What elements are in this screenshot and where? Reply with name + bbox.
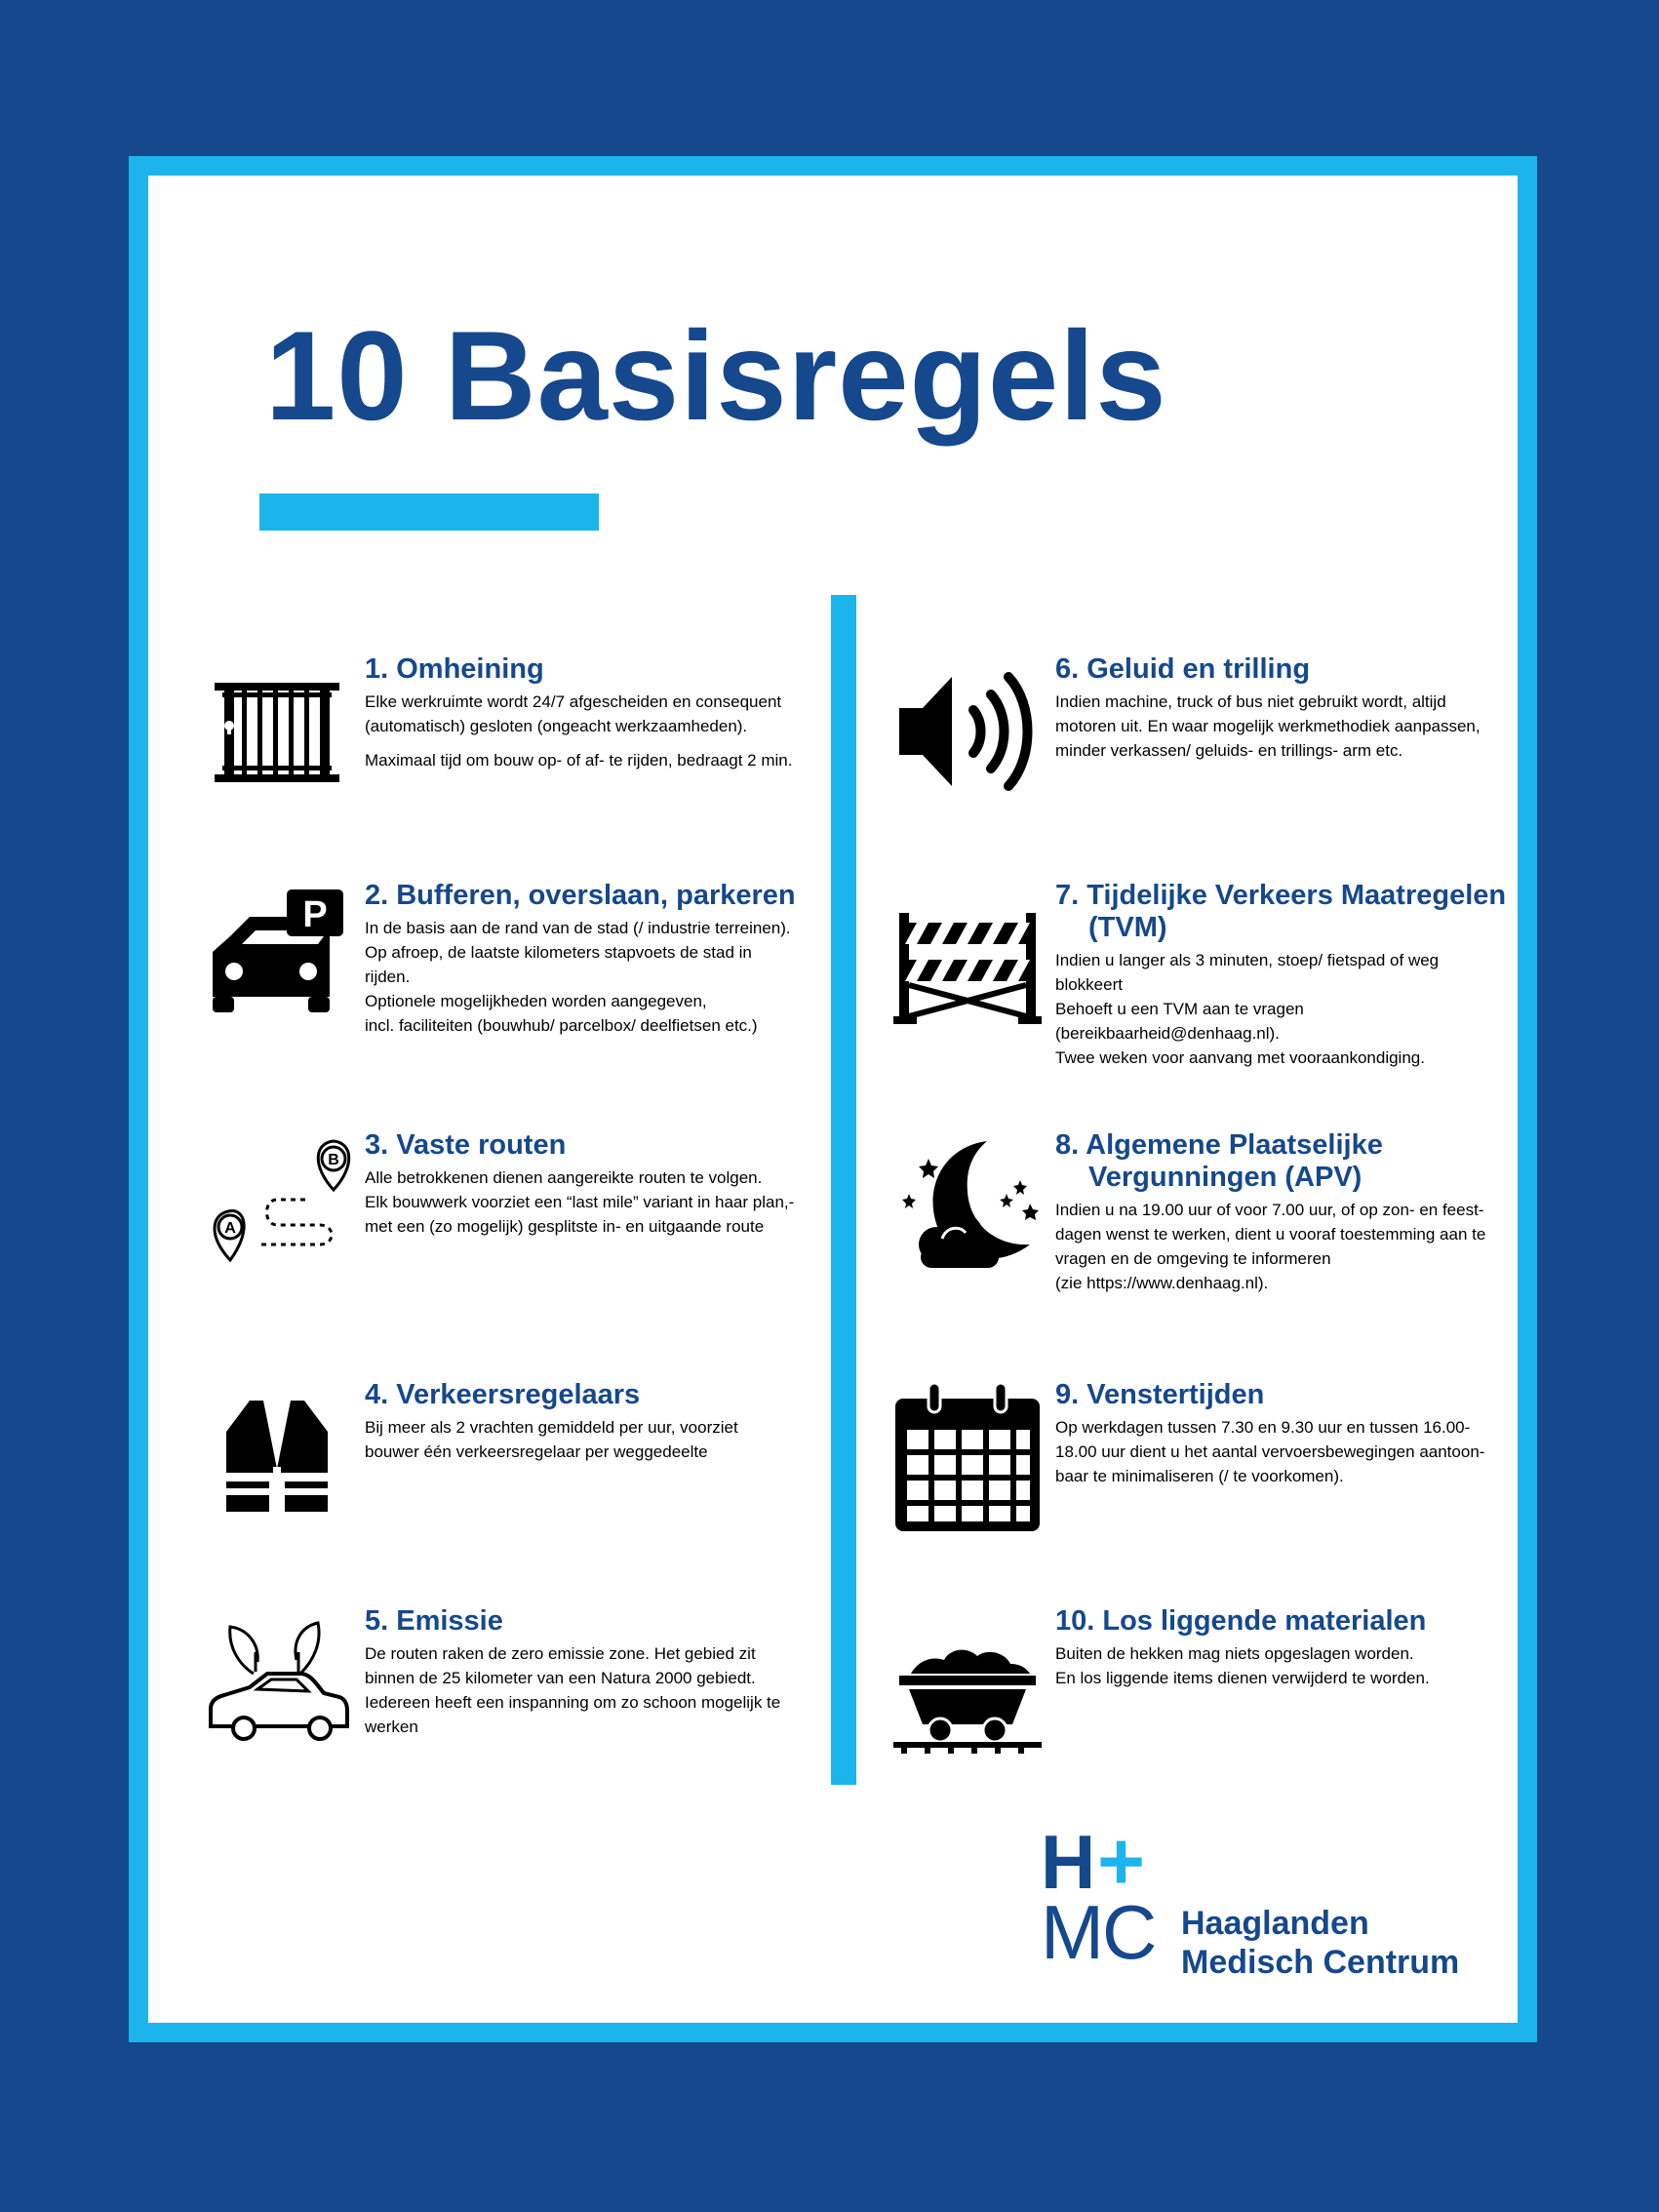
fence-gate-icon — [199, 653, 355, 810]
column-divider — [831, 595, 856, 1785]
rule-2-heading: 2. Bufferen, overslaan, parkeren — [365, 880, 796, 911]
safety-vest-icon — [199, 1379, 355, 1535]
rule-3-heading: 3. Vaste routen — [365, 1129, 567, 1161]
rule-6-line-2: motoren uit. En waar mogelijk werkmethodiek aanpassen, — [1055, 716, 1481, 735]
rule-2-line-4: Optionele mogelijkheden worden aangegeven, — [365, 991, 707, 1010]
speaker-sound-icon — [889, 653, 1046, 810]
rule-8-line-3: vragen en de omgeving te informeren — [1055, 1248, 1331, 1268]
svg-text:B: B — [328, 1152, 339, 1168]
svg-text:P: P — [302, 894, 328, 935]
rule-3-line-3: met een (zo mogelijk) gesplitste in- en uitgaande route — [365, 1216, 765, 1236]
rule-4-line-2: bouwer één verkeersregelaar per weggedeelte — [365, 1442, 708, 1461]
rule-10-heading: 10. Los liggende materialen — [1055, 1605, 1427, 1637]
rule-3-line-1: Alle betrokkenen dienen aangereikte routen te volgen. — [365, 1167, 763, 1187]
rule-9-line-2: 18.00 uur dient u het aantal vervoersbewegingen aantoon- — [1055, 1442, 1485, 1461]
road-barrier-icon — [889, 880, 1046, 1036]
mine-cart-icon — [889, 1605, 1046, 1761]
rule-4-line-1: Bij meer als 2 vrachten gemiddeld per uur, voorziet — [365, 1417, 738, 1437]
rule-2-line-3: rijden. — [365, 967, 411, 986]
rule-7-heading — [1055, 880, 1506, 944]
rule-5-heading: 5. Emissie — [365, 1605, 503, 1637]
rule-8-line-4: (zie https://www.denhaag.nl). — [1055, 1273, 1269, 1292]
svg-text:A: A — [224, 1220, 236, 1237]
rule-5-line-2: binnen de 25 kilometer van een Natura 2000 gebiedt. — [365, 1668, 756, 1687]
title-underline — [259, 494, 599, 531]
rule-7-heading-main: 7. Tijdelijke Verkeers Maatregelen — [1055, 880, 1507, 911]
moon-night-icon — [889, 1129, 1046, 1285]
rule-9-heading: 9. Venstertijden — [1055, 1379, 1265, 1410]
rule-8-heading-main: 8. Algemene Plaatselijke — [1055, 1129, 1383, 1161]
car-parking-icon — [199, 880, 355, 1036]
rule-4-heading: 4. Verkeersregelaars — [365, 1379, 641, 1410]
rule-6-line-3: minder verkassen/ geluids- en trillings- arm etc. — [1055, 740, 1403, 760]
rule-1-extra: Maximaal tijd om bouw op- of af- te rijden, bedraagt 2 min. — [365, 750, 793, 770]
rule-5-line-3: Iedereen heeft een inspanning om zo schoon mogelijk te — [365, 1692, 781, 1712]
rule-7-line-2: blokkeert — [1055, 974, 1123, 994]
rule-1-line-2: (automatisch) gesloten (ongeacht werkzaamheden). — [365, 716, 748, 735]
rule-8-heading-cont: Vergunningen (APV) — [1088, 1161, 1363, 1193]
logo-name-line-2: Medisch Centrum — [1181, 1944, 1460, 1981]
calendar-icon — [889, 1379, 1046, 1535]
rule-7-line-1: Indien u langer als 3 minuten, stoep/ fietspad of weg — [1055, 950, 1440, 969]
rule-1-line-1: Elke werkruimte wordt 24/7 afgescheiden en consequent — [365, 691, 782, 711]
logo-name — [1181, 1904, 1459, 1982]
route-a-to-b-icon — [199, 1129, 355, 1285]
rule-6-heading: 6. Geluid en trilling — [1055, 653, 1311, 685]
rule-2-line-1: In de basis aan de rand van de stad (/ industrie terreinen). — [365, 918, 791, 937]
poster — [129, 156, 1537, 2042]
logo-plus: + — [1097, 1815, 1146, 1907]
rule-8-line-2: dagen wenst te werken, dient u vooraf toestemming aan te — [1055, 1224, 1486, 1244]
rule-8-line-1: Indien u na 19.00 uur of voor 7.00 uur, of op zon- en feest- — [1055, 1200, 1484, 1219]
rule-10-line-1: Buiten de hekken mag niets opgeslagen worden. — [1055, 1643, 1414, 1663]
rule-6-line-1: Indien machine, truck of bus niet gebruikt wordt, altijd — [1055, 691, 1446, 711]
rule-3-line-2: Elk bouwwerk voorziet een “last mile” variant in haar plan,- — [365, 1192, 795, 1211]
logo-h: H — [1041, 1819, 1096, 1905]
rule-1-heading: 1. Omheining — [365, 653, 544, 685]
rule-7-line-4: (bereikbaarheid@denhaag.nl). — [1055, 1023, 1280, 1043]
rule-8-heading — [1055, 1129, 1485, 1194]
rule-5-line-1: De routen raken de zero emissie zone. Het gebied zit — [365, 1643, 756, 1663]
rule-2-line-5: incl. faciliteiten (bouwhub/ parcelbox/ deelfietsen etc.) — [365, 1015, 758, 1035]
page-title: 10 Basisregels — [265, 304, 1167, 447]
rule-2-line-2: Op afroep, de laatste kilometers stapvoets de stad in — [365, 942, 752, 962]
rule-10-line-2: En los liggende items dienen verwijderd te worden. — [1055, 1668, 1430, 1687]
rule-7-heading-cont: (TVM) — [1088, 911, 1167, 943]
eco-car-icon — [199, 1605, 355, 1761]
rule-9-line-3: baar te minimaliseren (/ te voorkomen). — [1055, 1466, 1344, 1485]
rule-7-line-5: Twee weken voor aanvang met vooraankondiging. — [1055, 1047, 1425, 1067]
hmc-logo — [1041, 1815, 1470, 1981]
logo-name-line-1: Haaglanden — [1181, 1905, 1369, 1942]
rule-7-line-3: Behoeft u een TVM aan te vragen — [1055, 999, 1304, 1018]
rule-5-line-4: werken — [365, 1717, 418, 1736]
rule-9-line-1: Op werkdagen tussen 7.30 en 9.30 uur en tussen 16.00- — [1055, 1417, 1471, 1437]
logo-mc: MC — [1041, 1889, 1156, 1975]
